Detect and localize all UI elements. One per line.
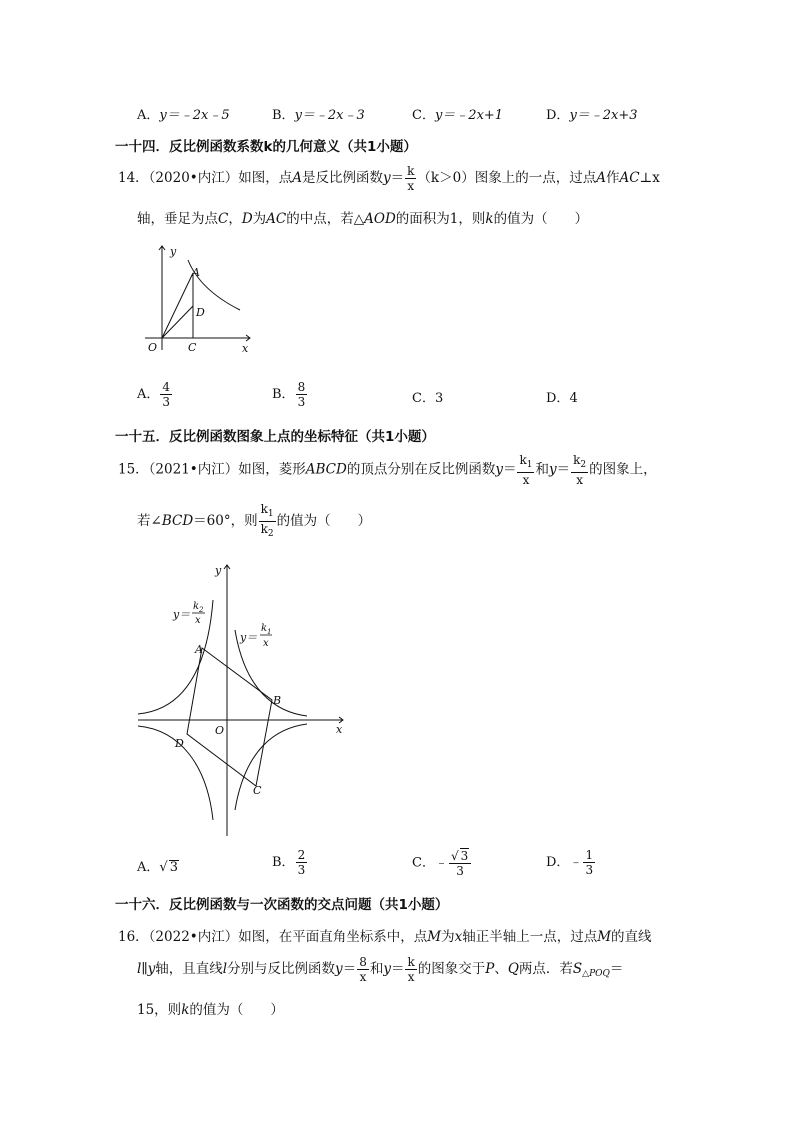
svg-text:x: x bbox=[195, 615, 201, 626]
q14-option-a: A． $\frac{4}{3}$ bbox=[137, 380, 171, 409]
svg-text:k: k bbox=[261, 623, 268, 634]
section-14-title: 一十四．反比例函数系数k的几何意义（共1小题） bbox=[115, 139, 417, 155]
svg-text:1: 1 bbox=[267, 628, 272, 636]
q16-line3: 15，则k的值为（ ） bbox=[137, 1002, 284, 1018]
q15-line1: 15．（2021•内江）如图，菱形ABCD的顶点分别在反比例函数y＝ $\frac{k_1}{x}$ 和y＝ $\frac{k_2}{x}$ 的图象上， bbox=[118, 453, 657, 487]
q15-label-o: O bbox=[215, 724, 225, 737]
q15-label-k2-curve bbox=[172, 601, 205, 626]
q16-line1: 16．（2022•内江）如图，在平面直角坐标系中，点M为x轴正半轴上一点，过点M的直线 bbox=[118, 929, 652, 945]
q14-fraction: $\frac{k}{x}$ bbox=[407, 164, 415, 193]
svg-text:2: 2 bbox=[199, 606, 204, 614]
svg-text:x: x bbox=[263, 638, 269, 649]
section-15-title: 一十五．反比例函数图象上点的坐标特征（共1小题） bbox=[115, 429, 435, 445]
q15-figure bbox=[135, 560, 350, 840]
q15-option-b: B． $\frac{2}{3}$ bbox=[272, 848, 306, 877]
q15-label-y: y bbox=[215, 564, 222, 577]
q14-segment-od bbox=[162, 306, 193, 338]
q13-option-d: D．y＝﹣2x+3 bbox=[546, 108, 638, 123]
q14-label-x: x bbox=[242, 342, 249, 355]
q14-line2: 轴，垂足为点C，D为AC的中点，若△AOD的面积为1，则k的值为（ ） bbox=[137, 211, 589, 227]
q13-option-b: B．y＝﹣2x﹣3 bbox=[272, 108, 365, 123]
q15-rhombus bbox=[187, 648, 272, 786]
q14-label-y: y bbox=[170, 245, 177, 258]
q15-label-a: A bbox=[195, 643, 203, 656]
svg-text:y＝: y＝ bbox=[240, 631, 258, 644]
q14-option-d: D．4 bbox=[546, 391, 578, 406]
svg-text:y＝: y＝ bbox=[173, 608, 191, 621]
q15-hyperbola-k1-lower bbox=[235, 724, 307, 810]
q14-segment-oa bbox=[162, 273, 193, 338]
q14-label-c: C bbox=[188, 341, 197, 354]
q15-label-k1-curve bbox=[239, 623, 272, 649]
q13-option-a: A．y＝﹣2x﹣5 bbox=[137, 108, 230, 123]
q14-label-d: D bbox=[196, 306, 205, 319]
q15-label-c: C bbox=[253, 784, 262, 797]
svg-text:k: k bbox=[193, 601, 200, 612]
q14-option-b: B． $\frac{8}{3}$ bbox=[272, 380, 306, 409]
section-16-title: 一十六．反比例函数与一次函数的交点问题（共1小题） bbox=[115, 897, 449, 913]
q15-line2: 若∠BCD＝60°，则 $\frac{k_1}{k_2}$ 的值为（ ） bbox=[137, 502, 372, 539]
q14-label-o: O bbox=[148, 341, 158, 354]
q15-label-d: D bbox=[175, 737, 184, 750]
q15-option-a: A．√ 3 bbox=[137, 860, 178, 875]
q15-label-b: B bbox=[273, 694, 282, 707]
q15-option-c: C．﹣ $\frac{√ 3}{3}$ bbox=[412, 848, 472, 878]
q16-line2: l∥y轴，且直线l分别与反比例函数y＝ $\frac{8}{x}$ 和y＝ $\frac{k}{x}$ 的图象交于P、Q两点．若$S_{\triangle POQ}=$ bbox=[137, 955, 624, 984]
q13-option-c: C．y＝﹣2x+1 bbox=[412, 108, 504, 123]
q14-option-c: C．3 bbox=[412, 391, 444, 406]
q14-figure bbox=[140, 240, 255, 355]
q14-line1: 14．（2020•内江）如图，点A是反比例函数y＝ $\frac{k}{x}$ （k＞0）图象上的一点，过点A作AC⊥x bbox=[118, 164, 660, 193]
q15-option-d: D．﹣ $\frac{1}{3}$ bbox=[546, 848, 594, 877]
q14-label-a: A bbox=[192, 266, 200, 279]
q15-label-x: x bbox=[336, 723, 343, 736]
